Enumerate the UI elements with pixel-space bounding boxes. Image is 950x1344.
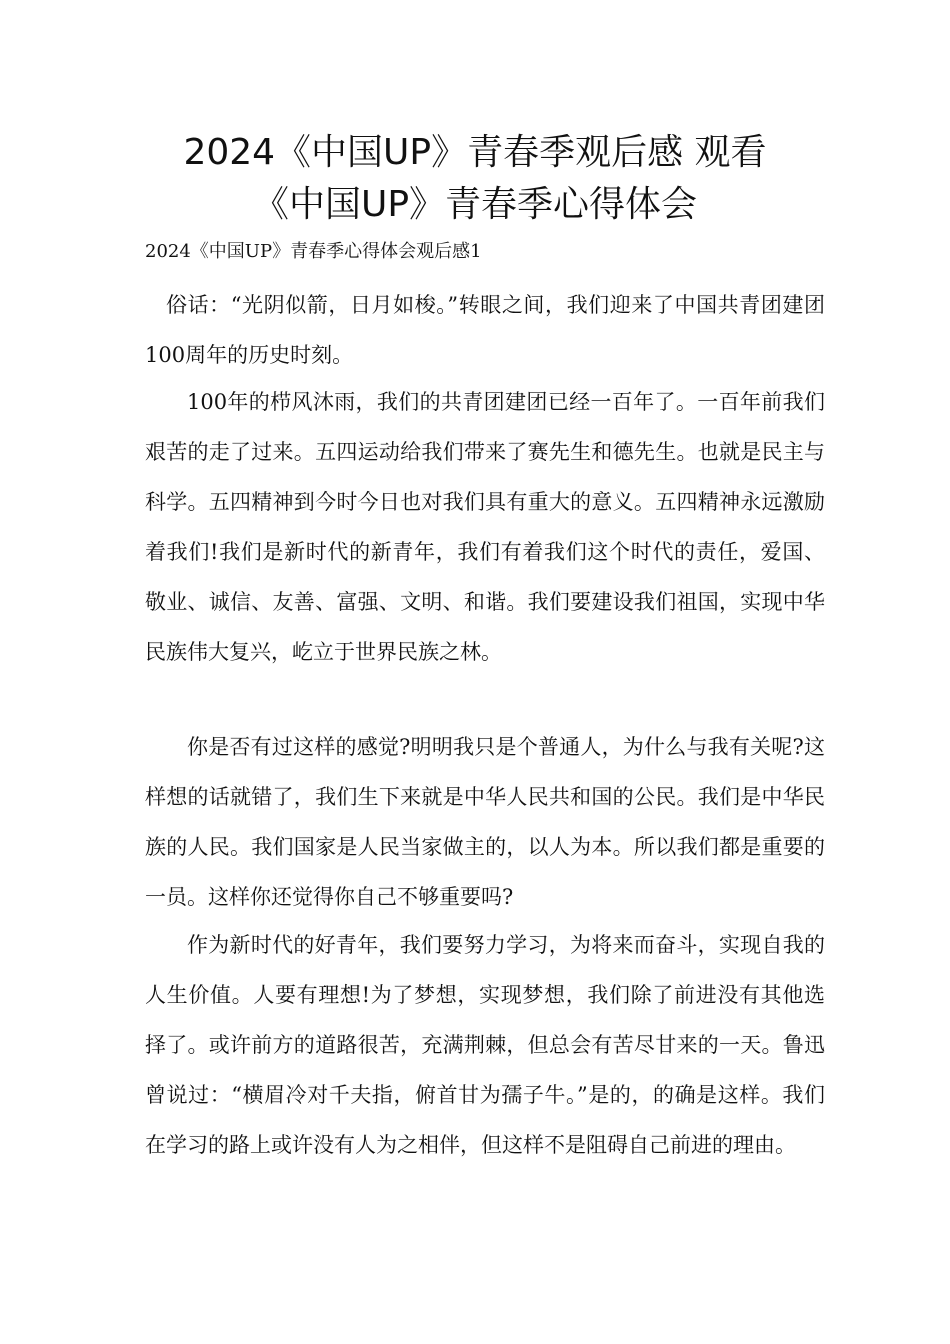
paragraph-block-4 bbox=[145, 920, 825, 1170]
paragraph-block-2 bbox=[145, 377, 825, 677]
paragraph: 你是否有过这样的感觉?明明我只是个普通人，为什么与我有关呢?这样想的话就错了，我们生下来就是中华人民共和国的公民。我们是中华民族的人民。我们国家是人民当家做主的，以人为本。所以我们都是重要的一员。这样你还觉得你自己不够重要吗? bbox=[145, 735, 825, 909]
paragraph: 俗话：“光阴似箭，日月如梭。”转眼之间，我们迎来了中国共青团建团100周年的历史时刻。 bbox=[145, 293, 825, 367]
paragraph-block-1 bbox=[145, 280, 825, 380]
paragraph-block-3 bbox=[145, 722, 825, 922]
paragraph: 作为新时代的好青年，我们要努力学习，为将来而奋斗，实现自我的人生价值。人要有理想!为了梦想，实现梦想，我们除了前进没有其他选择了。或许前方的道路很苦，充满荆棘，但总会有苦尽甘来的一天。鲁迅曾说过：“横眉冷对千夫指，俯首甘为孺子牛。”是的，的确是这样。我们在学习的路上或许没有人为之相伴，但这样不是阻碍自己前进的理由。 bbox=[145, 933, 825, 1157]
document-subtitle: 2024《中国UP》青春季心得体会观后感1 bbox=[145, 241, 482, 262]
paragraph: 100年的栉风沐雨，我们的共青团建团已经一百年了。一百年前我们艰苦的走了过来。五四运动给我们带来了赛先生和德先生。也就是民主与科学。五四精神到今时今日也对我们具有重大的意义。五四精神永远激励着我们!我们是新时代的新青年，我们有着我们这个时代的责任，爱国、敬业、诚信、友善、富强、文明、和谐。我们要建设我们祖国，实现中华民族伟大复兴，屹立于世界民族之林。 bbox=[145, 390, 825, 664]
document-title-line-2: 《中国UP》青春季心得体会 bbox=[252, 184, 698, 225]
document-title-line-1: 2024《中国UP》青春季观后感 观看 bbox=[183, 132, 767, 173]
